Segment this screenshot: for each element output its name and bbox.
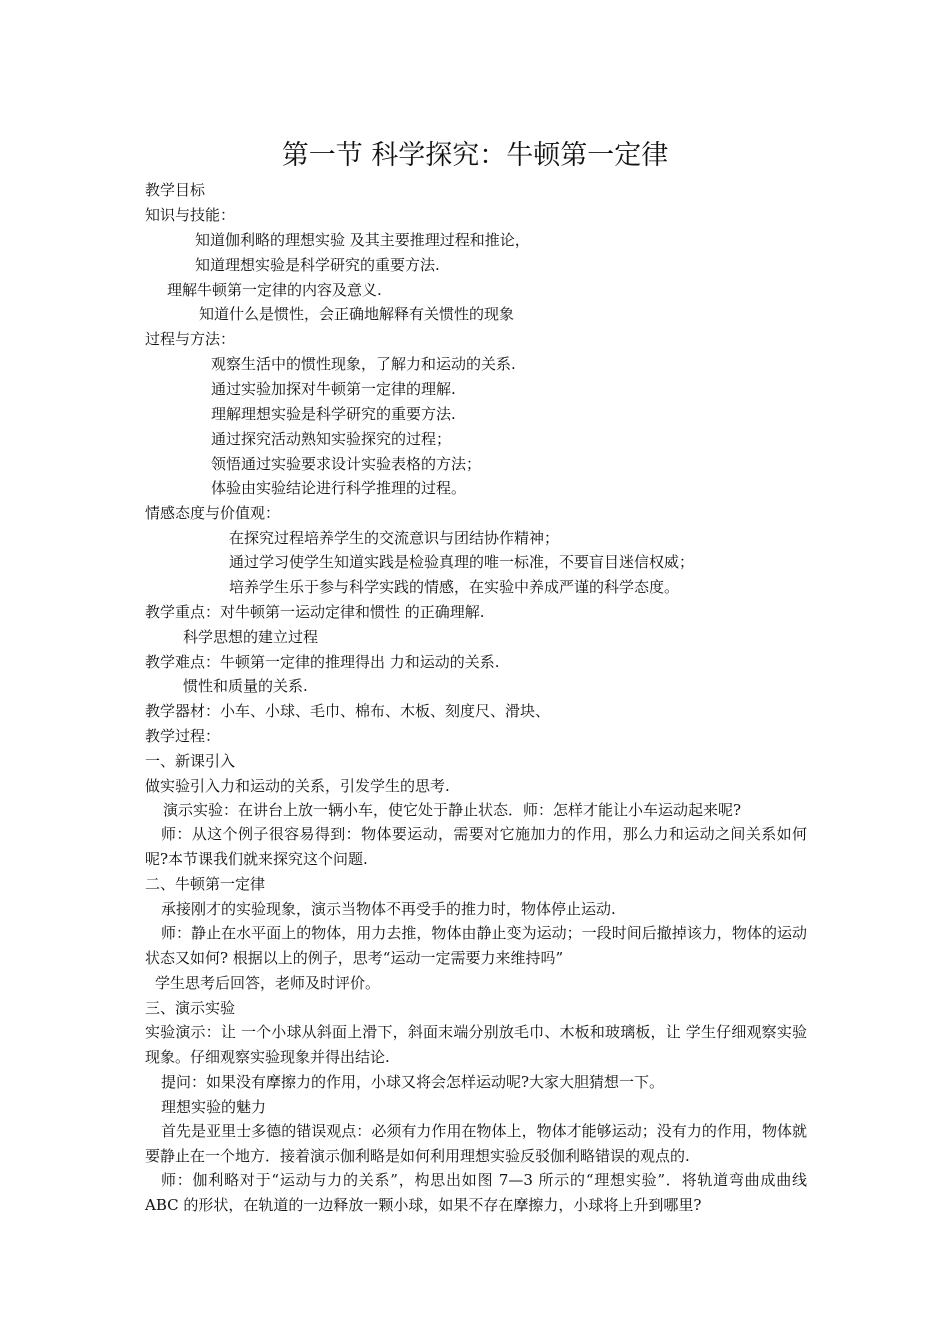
text-line: 体验由实验结论进行科学推理的过程。	[211, 479, 467, 497]
text-line: 提问：如果没有摩擦力的作用，小球又将会怎样运动呢?大家大胆猜想一下。	[161, 1073, 665, 1091]
paragraph: 首先是亚里士多德的错误观点：必须有力作用在物体上，物体才能够运动；没有力的作用，物体就要静止在一个地方．接着演示伽利略是如何利用理想实验反驳伽利略错误的观点的.	[145, 1122, 807, 1165]
heading-teaching-goals: 教学目标	[145, 181, 206, 199]
text-line: 理解牛顿第一定律的内容及意义.	[167, 281, 382, 299]
text-line: 学生思考后回答，老师及时评价。	[155, 974, 381, 992]
text-line: 理想实验的魅力	[161, 1098, 267, 1116]
heading-attitude-values: 情感态度与价值观：	[145, 504, 281, 522]
text-line: 惯性和质量的关系.	[183, 677, 308, 695]
heading-knowledge-skills: 知识与技能：	[145, 206, 236, 224]
section-heading-3: 三、演示实验	[145, 999, 236, 1017]
text-line: 通过实验加探对牛顿第一定律的理解.	[211, 380, 456, 398]
text-line: 科学思想的建立过程	[183, 628, 319, 646]
paragraph: 师：伽利略对于“运动与力的关系”，构思出如图 7—3 所示的“理想实验”．将轨道弯曲成曲线 ABC 的形状，在轨道的一边释放一颗小球，如果不存在摩擦力，小球将上升到哪里?	[145, 1171, 807, 1214]
section-heading-2: 二、牛顿第一定律	[145, 875, 266, 893]
key-points: 教学重点：对牛顿第一运动定律和惯性 的正确理解.	[145, 603, 485, 621]
heading-teaching-process: 教学过程：	[145, 727, 221, 745]
teaching-equipment: 教学器材：小车、小球、毛巾、棉布、木板、刻度尺、滑块、	[145, 702, 551, 720]
paragraph: 师：从这个例子很容易得到：物体要运动，需要对它施加力的作用，那么力和运动之间关系如何呢?本节课我们就来探究这个问题.	[145, 825, 807, 868]
text-line: 承接刚才的实验现象，演示当物体不再受手的推力时，物体停止运动.	[161, 900, 616, 918]
text-line: 在探究过程培养学生的交流意识与团结协作精神；	[229, 529, 560, 547]
text-line: 培养学生乐于参与科学实践的情感，在实验中养成严谨的科学态度。	[229, 578, 680, 596]
paragraph: 师：静止在水平面上的物体，用力去推，物体由静止变为运动；一段时间后撤掉该力，物体的运动状态又如何? 根据以上的例子，思考“运动一定需要力来维持吗”	[145, 924, 807, 967]
text-line: 通过学习使学生知道实践是检验真理的唯一标准，不要盲目迷信权威；	[229, 553, 695, 571]
text-line: 通过探究活动熟知实验探究的过程；	[211, 430, 452, 448]
text-line: 知道理想实验是科学研究的重要方法.	[195, 256, 440, 274]
text-line: 知道伽利略的理想实验 及其主要推理过程和推论，	[195, 231, 530, 249]
paragraph: 实验演示：让 一个小球从斜面上滑下，斜面末端分别放毛巾、木板和玻璃板，让 学生仔细观察实验现象。仔细观察实验现象并得出结论.	[145, 1023, 807, 1066]
heading-process-methods: 过程与方法：	[145, 330, 236, 348]
text-line: 演示实验：在讲台上放一辆小车，使它处于静止状态．师：怎样才能让小车运动起来呢?	[163, 801, 742, 819]
page-title: 第一节 科学探究：牛顿第一定律	[281, 140, 669, 171]
section-heading-1: 一、新课引入	[145, 752, 236, 770]
text-line: 理解理想实验是科学研究的重要方法.	[211, 405, 456, 423]
difficult-points: 教学难点：牛顿第一定律的推理得出 力和运动的关系.	[145, 653, 500, 671]
text-line: 领悟通过实验要求设计实验表格的方法；	[211, 455, 482, 473]
text-line: 知道什么是惯性，会正确地解释有关惯性的现象	[199, 305, 515, 323]
text-line: 观察生活中的惯性现象，了解力和运动的关系.	[211, 355, 516, 373]
text-line: 做实验引入力和运动的关系，引发学生的思考.	[145, 777, 450, 795]
